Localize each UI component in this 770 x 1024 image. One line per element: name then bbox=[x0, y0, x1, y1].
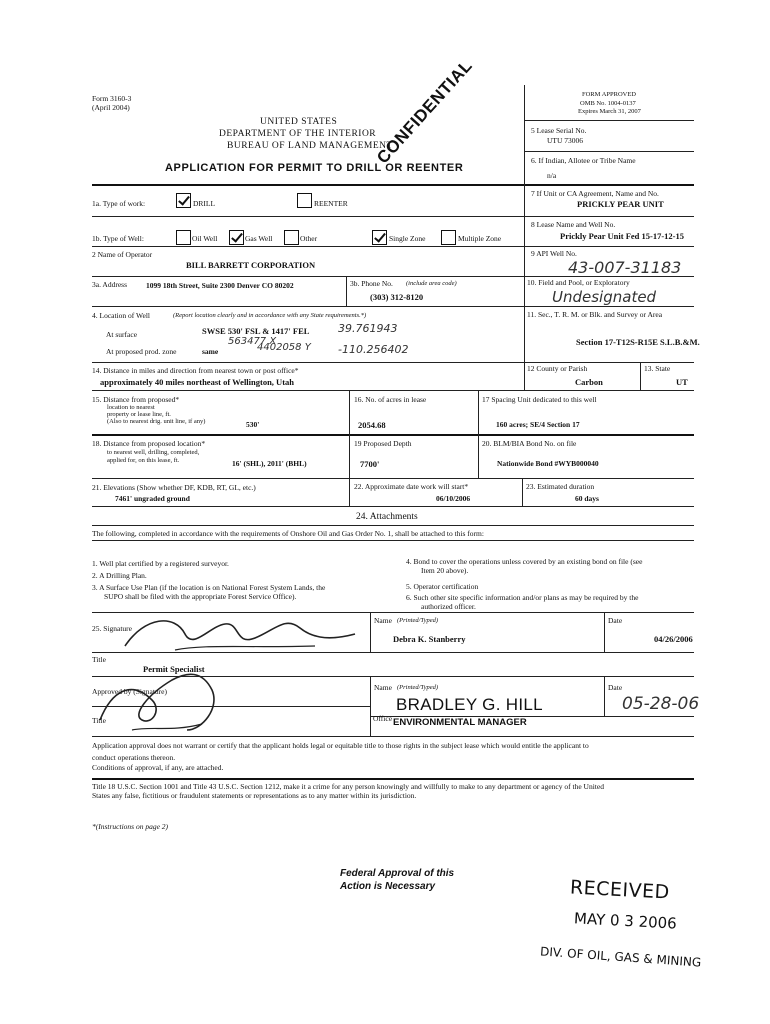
field-7-value: PRICKLY PEAR UNIT bbox=[577, 199, 664, 209]
applicant-name: Debra K. Stanberry bbox=[393, 634, 466, 644]
agency-line-3: BUREAU OF LAND MANAGEMENT bbox=[227, 141, 393, 151]
disclaimer-line-1: Application approval does not warrant or certify that the applicant holds legal or equitable title to those rights in the subject lease which would entitle the applicant to bbox=[92, 741, 589, 750]
title-label: Title bbox=[92, 655, 106, 664]
right-column-divider bbox=[524, 184, 525, 380]
rule bbox=[92, 525, 694, 526]
attachments-intro: The following, completed in accordance with the requirements of Onshore Oil and Gas Order No. 1, shall be attached to this form: bbox=[92, 529, 484, 538]
rule bbox=[92, 246, 694, 247]
other-label: Other bbox=[300, 234, 318, 243]
federal-approval-line-1: Federal Approval of this bbox=[340, 868, 455, 879]
field-19-value: 7700' bbox=[360, 459, 380, 469]
divider bbox=[349, 390, 350, 434]
division-stamp: DIV. OF OIL, GAS & MINING bbox=[539, 944, 702, 970]
attachment-item-3a: 3. A Surface Use Plan (if the location is on National Forest System Lands, the bbox=[92, 583, 326, 592]
field-6-label: 6. If Indian, Allotee or Tribe Name bbox=[531, 156, 636, 165]
field-20-label: 20. BLM/BIA Bond No. on file bbox=[482, 439, 577, 448]
confidential-stamp: CONFIDENTIAL bbox=[373, 56, 476, 168]
field-10-label: 10. Field and Pool, or Exploratory bbox=[527, 278, 630, 287]
prod-zone-value: same bbox=[202, 347, 219, 356]
longitude-handwritten: -110.256402 bbox=[338, 343, 409, 356]
divider bbox=[478, 390, 479, 434]
divider bbox=[524, 362, 525, 390]
multiple-zone-label: Multiple Zone bbox=[458, 234, 502, 243]
rule bbox=[92, 434, 694, 436]
attachment-item-5: 5. Operator certification bbox=[406, 582, 479, 591]
field-10-value: Undesignated bbox=[552, 288, 657, 306]
field-9-value: 43-007-31183 bbox=[568, 258, 682, 277]
name-note: (Printed/Typed) bbox=[397, 617, 439, 624]
rule bbox=[92, 778, 694, 780]
field-22-value: 06/10/2006 bbox=[436, 494, 471, 503]
field-17-value: 160 acres; SE/4 Section 17 bbox=[496, 420, 580, 429]
field-23-value: 60 days bbox=[575, 494, 599, 503]
reenter-label: REENTER bbox=[314, 199, 348, 208]
field-3b-label: 3b. Phone No. bbox=[350, 279, 393, 288]
field-21-value: 7461' ungraded ground bbox=[115, 494, 190, 503]
attachment-item-6b: authorized officer. bbox=[421, 602, 476, 611]
drill-label: DRILL bbox=[193, 199, 216, 208]
divider bbox=[370, 676, 371, 736]
field-13-value: UT bbox=[676, 377, 688, 387]
applicant-title: Permit Specialist bbox=[143, 664, 205, 674]
field-3b-value: (303) 312-8120 bbox=[370, 292, 424, 302]
field-6-value: n/a bbox=[547, 171, 557, 180]
field-16-label: 16. No. of acres in lease bbox=[354, 395, 427, 404]
header-rule bbox=[92, 184, 694, 186]
attachment-item-4a: 4. Bond to cover the operations unless covered by an existing bond on file (see bbox=[406, 557, 643, 566]
field-13-label: 13. State bbox=[644, 364, 671, 373]
rule bbox=[92, 506, 694, 507]
usc-line-2: States any false, fictitious or fraudulent statements or representations as to any matter within its jurisdiction. bbox=[92, 791, 417, 800]
usc-line-1: Title 18 U.S.C. Section 1001 and Title 43 U.S.C. Section 1212, make it a crime for any person knowingly and willfully to make to any department or agency of the United bbox=[92, 782, 604, 791]
field-22-label: 22. Approximate date work will start* bbox=[354, 482, 469, 491]
field-23-label: 23. Estimated duration bbox=[526, 482, 595, 491]
divider bbox=[522, 478, 523, 506]
gas-well-checkbox[interactable] bbox=[229, 230, 244, 245]
drill-checkbox[interactable] bbox=[176, 193, 191, 208]
received-date-stamp: MAY 0 3 2006 bbox=[573, 909, 678, 933]
at-surface-label: At surface bbox=[106, 330, 138, 339]
field-4-label: 4. Location of Well bbox=[92, 311, 150, 320]
name-label: Name bbox=[374, 616, 392, 625]
divider bbox=[640, 362, 641, 390]
attachments-heading: 24. Attachments bbox=[356, 512, 418, 522]
field-12-value: Carbon bbox=[575, 377, 603, 387]
approve-date: 05-28-06 bbox=[622, 694, 700, 714]
application-title: APPLICATION FOR PERMIT TO DRILL OR REENTER bbox=[165, 162, 464, 174]
field-18-label-2: to nearest well, drilling, completed, bbox=[107, 449, 200, 456]
field-16-value: 2054.68 bbox=[358, 420, 386, 430]
rule bbox=[92, 478, 694, 479]
field-15-label-4: (Also to nearest drig. unit line, if any) bbox=[107, 418, 206, 425]
divider bbox=[478, 434, 479, 478]
prod-zone-label: At proposed prod. zone bbox=[106, 347, 177, 356]
latitude-handwritten: 39.761943 bbox=[338, 322, 398, 335]
agency-line-1: UNITED STATES bbox=[260, 117, 338, 127]
attachment-item-2: 2. A Drilling Plan. bbox=[92, 571, 147, 580]
rule bbox=[92, 306, 694, 307]
divider bbox=[604, 612, 605, 652]
field-8-label: 8 Lease Name and Well No. bbox=[531, 220, 616, 229]
divider bbox=[349, 478, 350, 506]
field-19-label: 19 Proposed Depth bbox=[354, 439, 412, 448]
omb-number: OMB No. 1004-0137 bbox=[580, 100, 636, 107]
field-7-label: 7 If Unit or CA Agreement, Name and No. bbox=[531, 189, 659, 198]
divider bbox=[349, 434, 350, 478]
rule bbox=[92, 652, 694, 653]
field-15-label-1: 15. Distance from proposed* bbox=[92, 395, 180, 404]
field-11-label: 11. Sec., T. R. M. or Blk. and Survey or Area bbox=[527, 310, 663, 319]
attachment-item-4b: Item 20 above). bbox=[421, 566, 469, 575]
field-18-label-1: 18. Distance from proposed location* bbox=[92, 439, 206, 448]
instructions-note: *(Instructions on page 2) bbox=[92, 822, 169, 831]
applicant-date: 04/26/2006 bbox=[654, 634, 693, 644]
rule bbox=[92, 216, 694, 217]
approve-date-label: Date bbox=[608, 683, 623, 692]
field-5-label: 5 Lease Serial No. bbox=[531, 126, 587, 135]
divider bbox=[346, 276, 347, 306]
field-14-label: 14. Distance in miles and direction from nearest town or post office* bbox=[92, 366, 299, 375]
attachment-item-3b: SUPO shall be filed with the appropriate Forest Service Office). bbox=[104, 592, 297, 601]
rule bbox=[92, 540, 694, 541]
surface-location-value: SWSE 530' FSL & 1417' FEL bbox=[202, 326, 310, 336]
agency-line-2: DEPARTMENT OF THE INTERIOR bbox=[219, 129, 377, 139]
rule bbox=[92, 706, 370, 707]
field-17-label: 17 Spacing Unit dedicated to this well bbox=[482, 395, 597, 404]
single-zone-checkbox[interactable] bbox=[372, 230, 387, 245]
field-14-value: approximately 40 miles northeast of Wellington, Utah bbox=[100, 377, 295, 387]
northing-handwritten: 4402058 Y bbox=[257, 342, 311, 353]
attachment-item-1: 1. Well plat certified by a registered surveyor. bbox=[92, 559, 229, 568]
field-9-label: 9 API Well No. bbox=[531, 249, 577, 258]
rule bbox=[92, 390, 694, 391]
form-number: Form 3160-3 bbox=[92, 94, 132, 103]
other-checkbox[interactable] bbox=[284, 230, 299, 245]
office-label: Office bbox=[373, 714, 393, 723]
field-2-value: BILL BARRETT CORPORATION bbox=[186, 260, 316, 270]
oil-well-checkbox[interactable] bbox=[176, 230, 191, 245]
field-12-label: 12 County or Parish bbox=[527, 364, 588, 373]
applicant-signature bbox=[115, 606, 375, 656]
field-3b-note: (include area code) bbox=[406, 280, 457, 287]
field-3a-value: 1099 18th Street, Suite 2300 Denver CO 80202 bbox=[146, 281, 294, 290]
approver-signature bbox=[92, 660, 242, 740]
field-11-value: Section 17-T12S-R15E S.L.B.&M. bbox=[576, 337, 700, 347]
right-column-divider bbox=[524, 85, 525, 185]
omb-expiry: Expires March 31, 2007 bbox=[578, 108, 641, 115]
approved-by-label: Approved by (Signature) bbox=[92, 687, 167, 696]
approver-name-note: (Printed/Typed) bbox=[397, 684, 439, 691]
approver-name-label: Name bbox=[374, 683, 392, 692]
received-stamp: RECEIVED bbox=[569, 876, 671, 904]
disclaimer-line-3: Conditions of approval, if any, are attached. bbox=[92, 763, 224, 772]
field-1a-label: 1a. Type of work: bbox=[92, 199, 146, 208]
field-3a-label: 3a. Address bbox=[92, 280, 127, 289]
office-value: ENVIRONMENTAL MANAGER bbox=[393, 717, 527, 728]
approver-name: BRADLEY G. HILL bbox=[396, 695, 543, 714]
field-15-label-2: location to nearest bbox=[107, 404, 155, 411]
field-8-value: Prickly Pear Unit Fed 15-17-12-15 bbox=[560, 231, 685, 241]
attachment-item-6a: 6. Such other site specific information and/or plans as may be required by the bbox=[406, 593, 639, 602]
gas-well-label: Gas Well bbox=[245, 234, 273, 243]
field-18-value: 16' (SHL), 2011' (BHL) bbox=[232, 459, 307, 468]
multiple-zone-checkbox[interactable] bbox=[441, 230, 456, 245]
field-15-label-3: property or lease line, ft. bbox=[107, 411, 171, 418]
oil-well-label: Oil Well bbox=[192, 234, 218, 243]
field-1b-label: 1b. Type of Well: bbox=[92, 234, 144, 243]
disclaimer-line-2: conduct operations thereon. bbox=[92, 753, 176, 762]
date-label: Date bbox=[608, 616, 623, 625]
rule bbox=[92, 276, 694, 277]
approver-title-label: Title bbox=[92, 716, 106, 725]
field-5-value: UTU 73006 bbox=[547, 136, 584, 145]
single-zone-label: Single Zone bbox=[389, 234, 426, 243]
easting-handwritten: 563477 X bbox=[228, 336, 277, 347]
divider bbox=[604, 676, 605, 716]
federal-approval-line-2: Action is Necessary bbox=[340, 881, 436, 892]
field-21-label: 21. Elevations (Show whether DF, KDB, RT, GL, etc.) bbox=[92, 483, 256, 492]
field-4-note: (Report location clearly and in accordance with any State requirements.*) bbox=[173, 312, 367, 319]
field-20-value: Nationwide Bond #WYB000040 bbox=[497, 459, 599, 468]
field-18-label-3: applied for, on this lease, ft. bbox=[107, 457, 180, 464]
rule bbox=[92, 362, 694, 363]
field-15-value: 530' bbox=[246, 420, 260, 429]
rule bbox=[524, 151, 694, 152]
form-approved: FORM APPROVED bbox=[582, 91, 637, 98]
field-25-label: 25. Signature bbox=[92, 624, 132, 633]
rule bbox=[92, 736, 694, 737]
form-date: (April 2004) bbox=[92, 103, 130, 112]
reenter-checkbox[interactable] bbox=[297, 193, 312, 208]
rule bbox=[524, 120, 694, 121]
field-2-label: 2 Name of Operator bbox=[92, 250, 153, 259]
